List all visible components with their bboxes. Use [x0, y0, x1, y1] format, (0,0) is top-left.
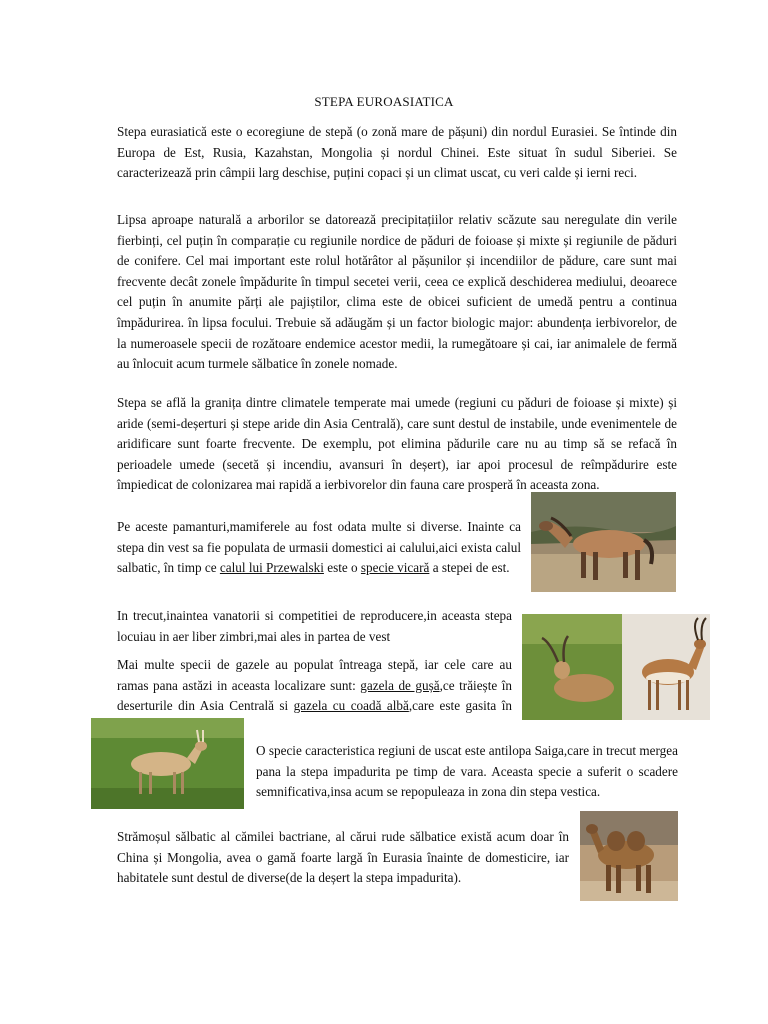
paragraph-intro: Stepa eurasiatică este o ecoregiune de stepă (o zonă mare de pășuni) din nordul Eurasiei. Se întinde din Europa de Est, Rusia, Kazahstan, Mongolia și nordul Chinei. Este situat în sudul Siberiei. Se caracterizează prin câmpii larg deschise, puțini copaci și un climat uscat, cu veri calde și ierni reci. — [117, 124, 677, 181]
przewalski-horse-photo — [531, 492, 676, 592]
text-run: este o — [323, 560, 361, 576]
link-gazela-coada-alba[interactable]: gazela cu coadă albă — [293, 698, 409, 714]
text-run: a stepei de est. — [429, 560, 510, 576]
text-run: Mai multe specii de gazele au populat întreaga stepă, iar cele care au ramas pana astăzi in aceasta localizare sunt: — [117, 657, 512, 693]
paragraph-bison: In trecut,inaintea vanatorii si competitiei de reproducere,in aceasta stepa locuiau in aer liber zimbri,mai ales in partea de vest — [117, 608, 512, 644]
link-przewalski[interactable]: calul lui Przewalski — [219, 560, 324, 576]
text-run: ,ce trăiește în deserturile din Asia Centrală si — [117, 677, 512, 714]
paragraph-treeless: Lipsa aproape naturală a arborilor se datorează precipitațiilor relativ scăzute sau neregulate din verile fierbinți, cel puțin în comparație cu regiunile nordice de păduri de foioase și mixte și regiunile de păduri de conifere. Cel mai important este rolul hotărâtor al pășunilor și incendiilor de pădure, care sunt mai frecvente decât zonele împădurite în timpul secetei verii, ceea ce explică deschiderea mediului, deoarece cel puțin în anumite părți ale pajiștilor, clima este de obicei suficient de umedă pentru a continua împădurirea. în lipsa focului. Trebuie să adăugăm și un factor biologic major: abundența ierbivorelor, de la numeroasele specii de rozătoare endemice acestor medii, la rumegătoare și cai, iar animalele de fermă au înlocuit acum turmele sălbatice în zonele nomade. — [117, 212, 677, 372]
paragraph-saiga: O specie caracteristica regiuni de uscat este antilopa Saiga,care in trecut mergea pana la stepa impadurita pe timp de vara. Aceasta specie a suferit o scadere semnificativa,insa acum se repopuleaza in zona din stepa vestica. — [256, 743, 678, 800]
page-title: STEPA EUROASIATICA — [314, 94, 454, 109]
link-specie-vicara[interactable]: specie vicară — [360, 560, 430, 576]
link-gazela-de-gusa[interactable]: gazela de gușă — [360, 677, 440, 693]
paragraph-camel: Strămoșul sălbatic al cămilei bactriane, al cărui rude sălbatice există acum doar în China și Mongolia, avea o gamă foarte largă în Eurasia înainte de domesticire, iar habitatele sunt destul de diverse(de la deșert la stepa impadurita). — [117, 829, 569, 886]
paragraph-mammals — [117, 517, 521, 579]
gazelle-photo — [522, 614, 710, 720]
text-run: Pe aceste pamanturi,mamiferele au fost odata multe si diverse. Inainte ca stepa din vest sa fie populata de urmasii domestici ai calului,aici exista calul salbatic, în timp ce — [117, 519, 521, 576]
saiga-antelope-photo — [91, 718, 244, 809]
bactrian-camel-photo — [580, 811, 678, 901]
paragraph-climate: Stepa se află la granița dintre climatele temperate mai umede (regiuni cu păduri de foioase și mixte) și aride (semi-deșerturi și stepe aride din Asia Centrală), care sunt destul de instabile, unde evenimentele de aridificare sunt foarte frecvente. De exemplu, pot elimina pădurile care nu au timp să se refacă în perioadele umede (secetă și incendiu, avansuri în deșert), iar apoi procesul de reîmpădurire este împiedicat de colonizarea mai rapidă a ierbivorelor din fauna care prosperă în aceasta zona. — [117, 395, 677, 493]
text-run: ,care este gasita în — [408, 698, 512, 714]
